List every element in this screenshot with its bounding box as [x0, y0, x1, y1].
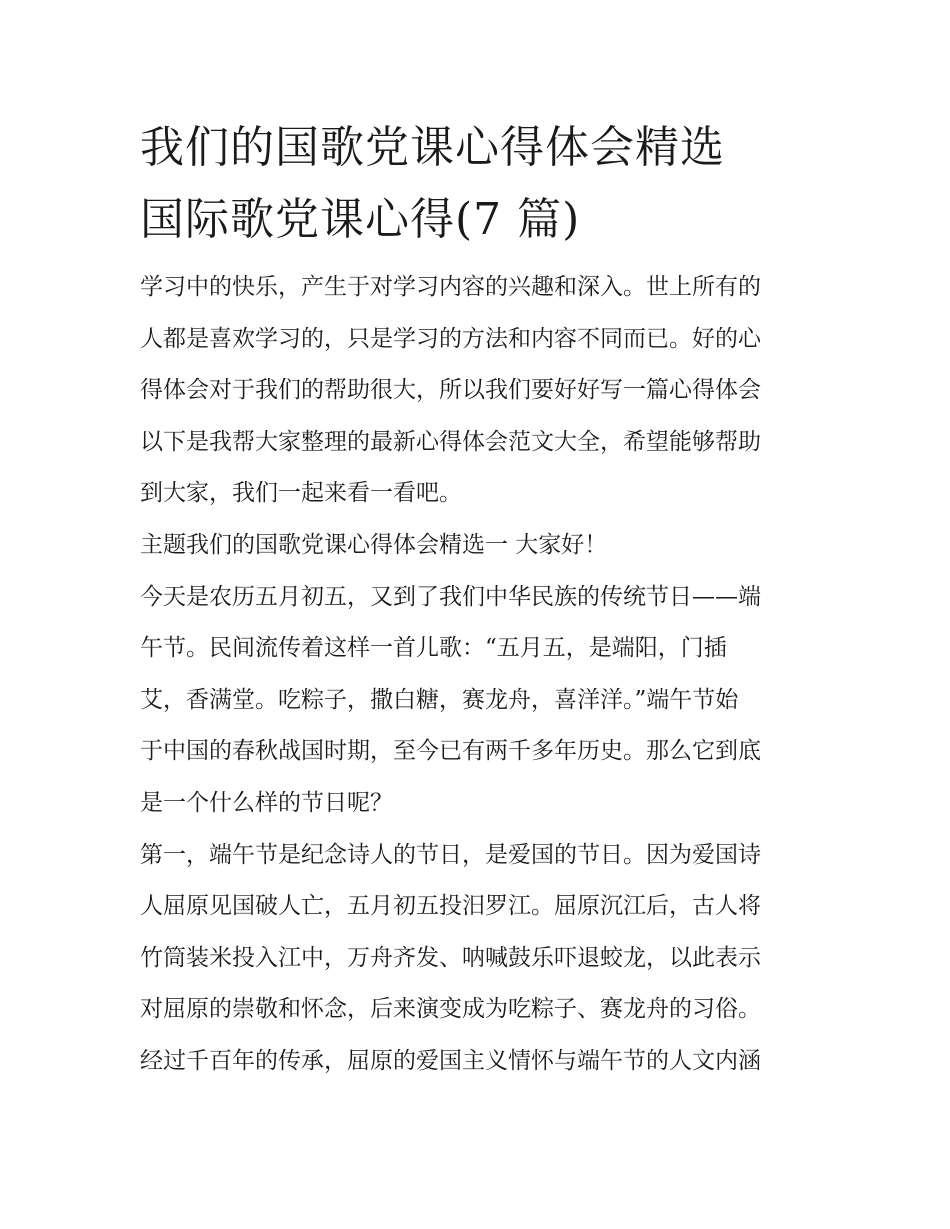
document-title	[140, 112, 812, 256]
body-line: 对屈原的崇敬和怀念，后来演变成为吃粽子、赛龙舟的习俗。	[140, 996, 761, 1023]
body-line: 到大家，我们一起来看一看吧。	[140, 480, 462, 507]
body-line: 于中国的春秋战国时期，至今已有两千多年历史。那么它到底	[140, 738, 761, 765]
body-line: 午节。民间流传着这样一首儿歌：“五月五，是端阳，门插	[140, 635, 727, 662]
body-line: 学习中的快乐，产生于对学习内容的兴趣和深入。世上所有的	[140, 274, 761, 300]
body-line: 今天是农历五月初五，又到了我们中华民族的传统节日——端	[140, 583, 761, 610]
title-line-2: 国际歌党课心得(7 篇)	[140, 194, 581, 245]
section-heading-line: 主题我们的国歌党课心得体会精选一 大家好！	[140, 531, 608, 558]
body-line: 得体会对于我们的帮助很大，所以我们要好好写一篇心得体会	[140, 377, 761, 404]
body-line: 人屈原见国破人亡，五月初五投汨罗江。屈原沉江后，古人将	[140, 893, 761, 920]
body-line: 艾，香满堂。吃粽子，撒白糖，赛龙舟，喜洋洋。”端午节始	[140, 686, 739, 713]
document-page	[140, 112, 812, 1096]
document-body	[140, 270, 812, 1096]
body-line: 以下是我帮大家整理的最新心得体会范文大全，希望能够帮助	[140, 428, 761, 455]
body-line: 是一个什么样的节日呢？	[140, 789, 393, 816]
body-line: 竹筒装米投入江中，万舟齐发、呐喊鼓乐吓退蛟龙，以此表示	[140, 944, 761, 971]
body-line: 人都是喜欢学习的，只是学习的方法和内容不同而已。好的心	[140, 325, 761, 352]
title-line-1: 我们的国歌党课心得体会精选	[140, 122, 725, 173]
body-line: 经过千百年的传承，屈原的爱国主义情怀与端午节的人文内涵	[140, 1047, 761, 1074]
body-line: 第一，端午节是纪念诗人的节日，是爱国的节日。因为爱国诗	[140, 841, 761, 868]
